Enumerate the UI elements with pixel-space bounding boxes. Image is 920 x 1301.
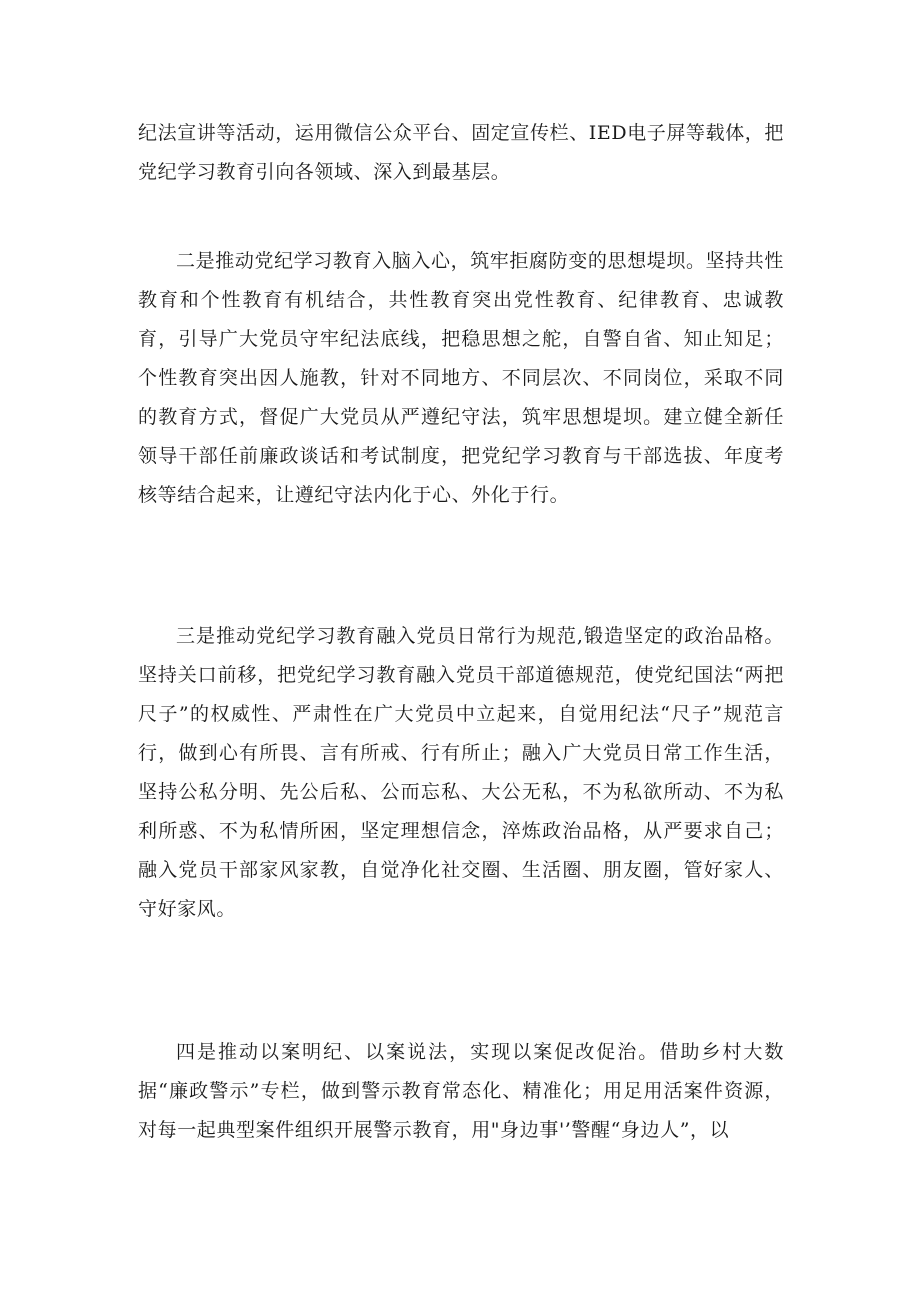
paragraph-point-three: 三是推动党纪学习教育融入党员日常行为规范,锻造坚定的政治品格。坚持关口前移，把党纪学习教育融入党员干部道德规范，使党纪国法“两把尺子”的权威性、严肃性在广大党员中立起来，自觉用纪法“尺子”规范言行，做到心有所畏、言有所戒、行有所止；融入广大党员日常工作生活，坚持公私分明、先公后私、公而忘私、大公无私，不为私欲所动、不为私利所惑、不为私情所困，坚定理想信念，淬炼政治品格，从严要求自己；融入党员干部家风家教，自觉净化社交圈、生活圈、朋友圈，管好家人、守好家风。 <box>138 625 784 920</box>
paragraph-point-two: 二是推动党纪学习教育入脑入心，筑牢拒腐防变的思想堤坝。坚持共性教育和个性教育有机结合，共性教育突出党性教育、纪律教育、忠诚教育，引导广大党员守牢纪法底线，把稳思想之舵，自警自省、知止知足；个性教育突出因人施教，针对不同地方、不同层次、不同岗位，采取不同的教育方式，督促广大党员从严遵纪守法，筑牢思想堤坝。建立健全新任领导干部任前廉政谈话和考试制度，把党纪学习教育与干部选拔、年度考核等结合起来，让遵纪守法内化于心、外化于行。 <box>138 250 784 506</box>
paragraph-point-four: 四是推动以案明纪、以案说法，实现以案促改促治。借助乡村大数据“廉政警示”专栏，做到警示教育常态化、精准化；用足用活案件资源，对每一起典型案件组织开展警示教育，用"身边事'’警醒“身边人”，以 <box>138 1041 784 1141</box>
paragraph-continuation: 纪法宣讲等活动，运用微信公众平台、固定宣传栏、IED电子屏等载体，把党纪学习教育引向各领域、深入到最基层。 <box>138 122 785 183</box>
